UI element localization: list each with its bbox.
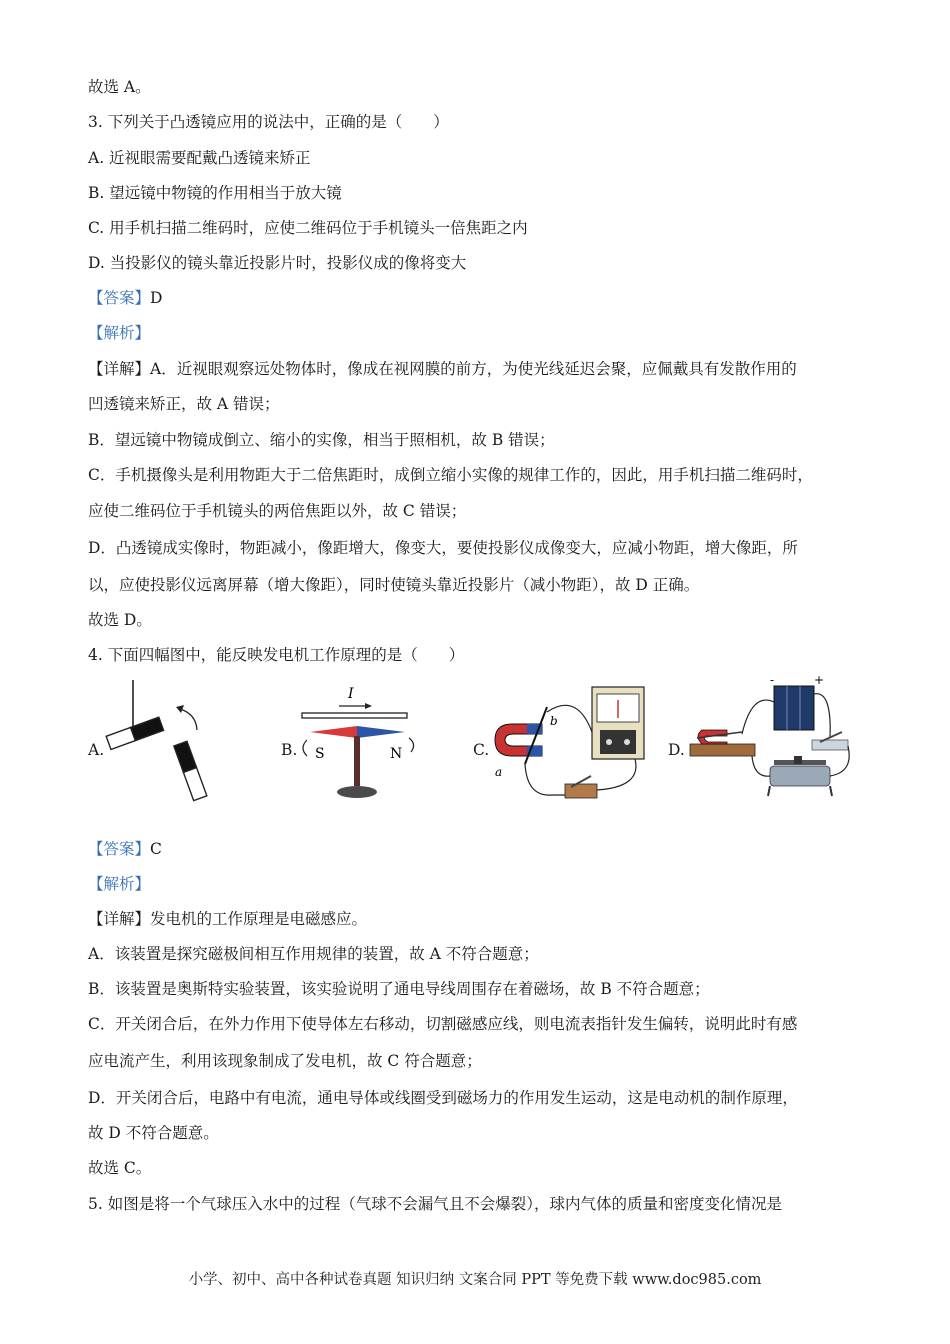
question-3-conclusion: 故选 D。 — [88, 611, 152, 629]
question-4-detail-line-5: 应电流产生，利用该现象制成了发电机，故 C 符合题意； — [88, 1052, 482, 1070]
question-4-detail-line-4: C．开关闭合后，在外力作用下使导体左右移动，切割磁感应线，则电流表指针发生偏转，说明此时有感 — [88, 1015, 798, 1033]
current-label: I — [348, 686, 354, 702]
figure-d-label: D. — [668, 741, 685, 759]
question-4-answer: 【答案】C — [88, 840, 162, 858]
wire-b-label: b — [550, 714, 558, 728]
question-3-answer — [88, 287, 162, 309]
figure-b-label: B. — [281, 741, 298, 759]
wire-switch-to-meter — [597, 759, 636, 790]
answer-tag: 【答案】 — [88, 289, 151, 307]
question-3-analysis-tag: 【解析】 — [88, 324, 151, 342]
wire-rheostat-to-magnet — [752, 756, 770, 776]
left-rotation-arrow-icon — [303, 740, 307, 756]
question-3-option-c: C. 用手机扫描二维码时，应使二维码位于手机镜头一倍焦距之内 — [88, 219, 528, 237]
question-4-detail-line-2: A．该装置是探究磁极间相互作用规律的装置，故 A 不符合题意； — [88, 945, 539, 963]
wire-battery-to-switch — [814, 694, 830, 738]
conclusion-previous: 故选 A。 — [88, 78, 151, 96]
needle-stand-post — [354, 736, 360, 786]
right-rotation-arrow-icon — [409, 738, 414, 752]
question-4-detail-line-6: D．开关闭合后，电路中有电流，通电导体或线圈受到磁场力的作用发生运动，这是电动机的制作原理， — [88, 1089, 798, 1107]
suspended-magnet — [106, 717, 163, 749]
answer-value: C — [150, 840, 162, 858]
wire-a-label: a — [495, 765, 503, 779]
question-4-conclusion: 故选 C。 — [88, 1159, 152, 1177]
figure-b-oersted — [295, 672, 425, 807]
figure-d-motor — [682, 672, 854, 807]
figure-a-magnets — [100, 672, 220, 807]
question-3-detail-line-2: 凹透镜来矫正，故 A 错误； — [88, 395, 280, 413]
question-4-stem: 4. 下面四幅图中，能反映发电机工作原理的是（ ） — [88, 646, 465, 664]
handheld-magnet — [174, 741, 207, 800]
magnet-on-board — [690, 730, 755, 756]
south-pole-label: S — [315, 746, 325, 762]
wire-to-switch — [525, 764, 567, 795]
wire-to-battery — [742, 700, 774, 734]
question-3-detail-line-3: B．望远镜中物镜成倒立、缩小的实像，相当于照相机，故 B 错误； — [88, 431, 555, 449]
needle-north-half — [357, 726, 405, 738]
question-3-detail-line-5: 应使二维码位于手机镜头的两倍焦距以外，故 C 错误； — [88, 502, 467, 520]
rheostat — [768, 756, 832, 796]
question-3-detail-line-7: 以，应使投影仪远离屏幕（增大像距），同时使镜头靠近投影片（减小物距），故 D 正确。 — [88, 576, 700, 594]
question-3-option-d: D. 当投影仪的镜头靠近投影片时，投影仪成的像将变大 — [88, 254, 467, 272]
answer-value: D — [150, 289, 163, 307]
knife-switch — [565, 776, 597, 798]
question-3-detail-line-1: 【详解】A．近视眼观察远处物体时，像成在视网膜的前方，为使光线延迟会聚，应佩戴具有发散作用的 — [88, 360, 797, 378]
needle-south-half — [310, 726, 357, 738]
needle-stand-base — [337, 786, 377, 798]
battery-negative-label: - — [770, 673, 775, 687]
wire-switch-to-rheostat — [830, 746, 849, 776]
question-4-detail-line-3: B．该装置是奥斯特实验装置，该实验说明了通电导线周围存在着磁场，故 B 不符合题意； — [88, 980, 710, 998]
page-footer: 小学、初中、高中各种试卷真题 知识归纳 文案合同 PPT 等免费下载 www.doc985.com — [188, 1272, 762, 1288]
figure-c-generator — [487, 672, 652, 807]
question-3-stem: 3. 下列关于凸透镜应用的说法中，正确的是（ ） — [88, 113, 449, 131]
question-4-detail-line-7: 故 D 不符合题意。 — [88, 1124, 219, 1142]
figure-c-label: C. — [473, 741, 490, 759]
question-3-detail-line-6: D．凸透镜成实像时，物距减小，像距增大，像变大，要使投影仪成像变大，应减小物距，增大像距，所 — [88, 539, 798, 557]
question-4-analysis-tag: 【解析】 — [88, 875, 151, 893]
rotation-arrow-icon — [180, 709, 197, 730]
detail-tag: 【详解】 — [88, 360, 151, 378]
battery-positive-label: + — [814, 673, 825, 687]
detail-tag: 【详解】 — [88, 910, 151, 928]
north-pole-label: N — [390, 746, 403, 762]
question-5-stem: 5. 如图是将一个气球压入水中的过程（气球不会漏气且不会爆裂），球内气体的质量和密度变化情况是 — [88, 1195, 782, 1213]
conducting-wire — [302, 713, 407, 718]
question-3-option-b: B. 望远镜中物镜的作用相当于放大镜 — [88, 184, 342, 202]
question-3-option-a: A. 近视眼需要配戴凸透镜来矫正 — [88, 149, 311, 167]
question-3-detail-line-4: C．手机摄像头是利用物距大于二倍焦距时，成倒立缩小实像的规律工作的，因此，用手机扫描二维码时， — [88, 466, 813, 484]
battery-pack — [770, 673, 824, 730]
ammeter — [592, 687, 644, 759]
figure-a-label: A. — [88, 741, 105, 759]
question-4-detail-line-1: 【详解】发电机的工作原理是电磁感应。 — [88, 910, 368, 928]
